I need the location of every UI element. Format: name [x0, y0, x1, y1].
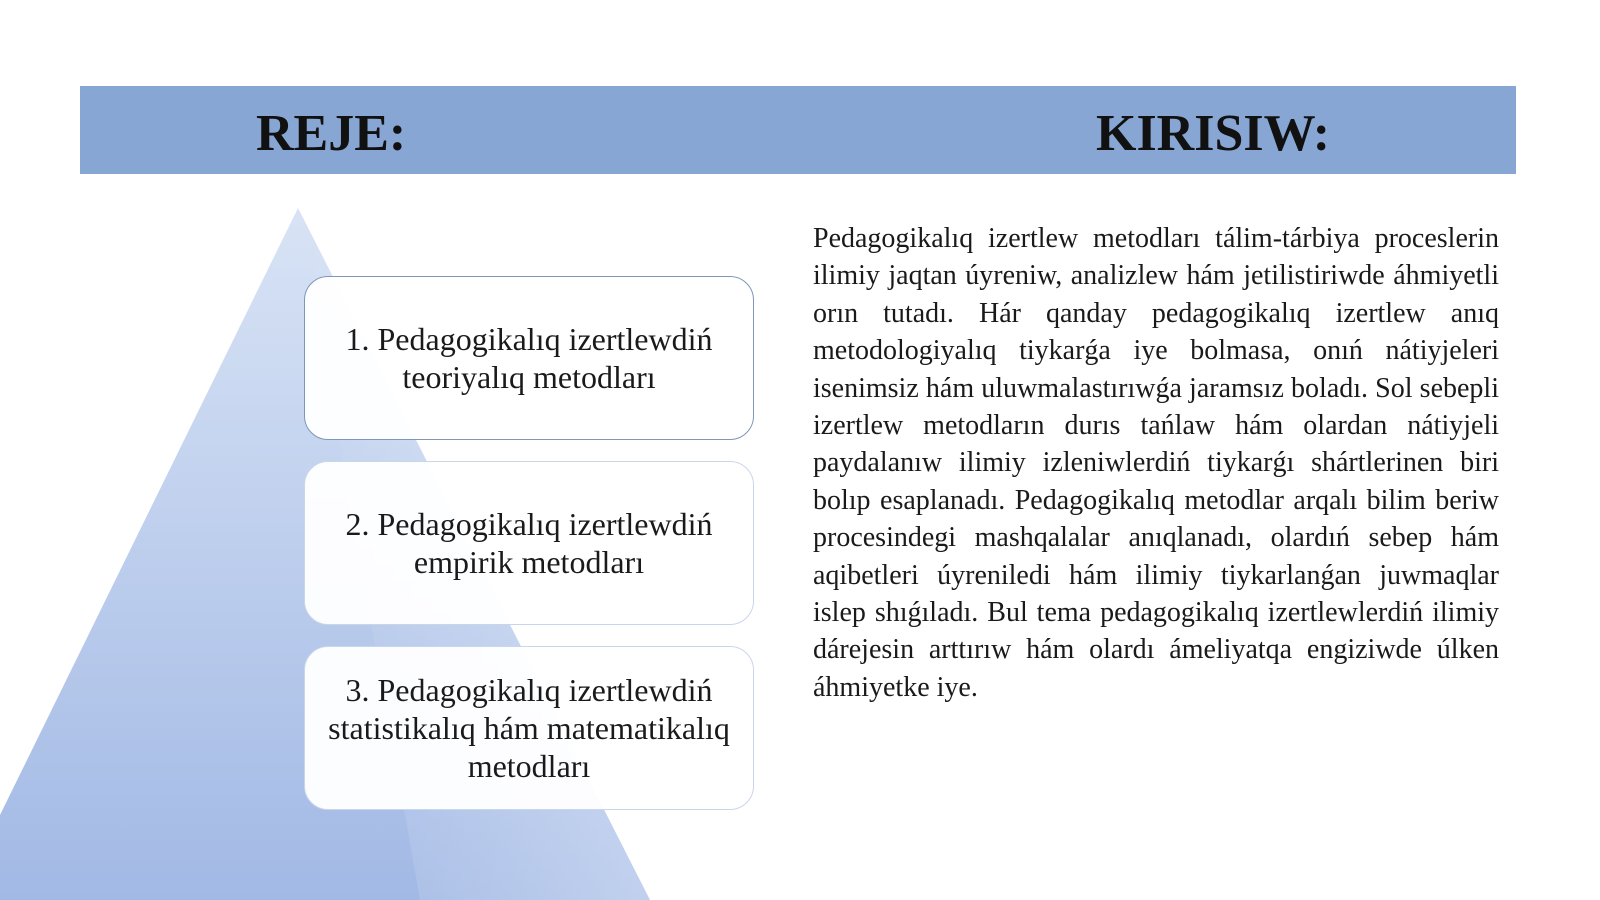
- intro-paragraph: Pedagogikalıq izertlew metodları tálim-tárbiya proceslerin ilimiy jaqtan úyreniw, analizlew hám jetilistiriwde áhmiyetli orın tutadı. Hár qanday pedagogikalıq izertlew anıq metodologiyalıq tiykarǵa iye bolmasa, onıń nátiyjeleri isenimsiz hám uluwmalastırıwǵa jaramsız boladı. Sol sebepli izertlew metodların durıs tańlaw hám olardan nátiyjeli paydalanıw ilimiy izleniwlerdiń tiykarǵı shártlerinen biri bolıp esaplanadı. Pedagogikalıq metodlar arqalı bilim beriw procesindegi mashqalalar anıqlanadı, olardıń sebep hám aqibetleri úyreniledi hám ilimiy tiykarlanǵan juwmaqlar islep shıǵıladı. Bul tema pedagogikalıq izertlewlerdiń ilimiy dárejesin arttırıw hám olardı ámeliyatqa engiziwde úlken áhmiyetke iye.: [813, 223, 1499, 703]
- plan-item-theoretical-methods: 1. Pedagogikalıq izertlewdiń teoriyalıq metodları: [304, 276, 754, 440]
- plan-list: [304, 276, 754, 831]
- plan-item-empirical-methods: 2. Pedagogikalıq izertlewdiń empirik metodları: [304, 461, 754, 625]
- plan-item-statistical-methods: 3. Pedagogikalıq izertlewdiń statistikalıq hám matematikalıq metodları: [304, 646, 754, 810]
- intro-heading: KIRISIW:: [1096, 105, 1331, 162]
- plan-heading: REJE:: [256, 105, 407, 162]
